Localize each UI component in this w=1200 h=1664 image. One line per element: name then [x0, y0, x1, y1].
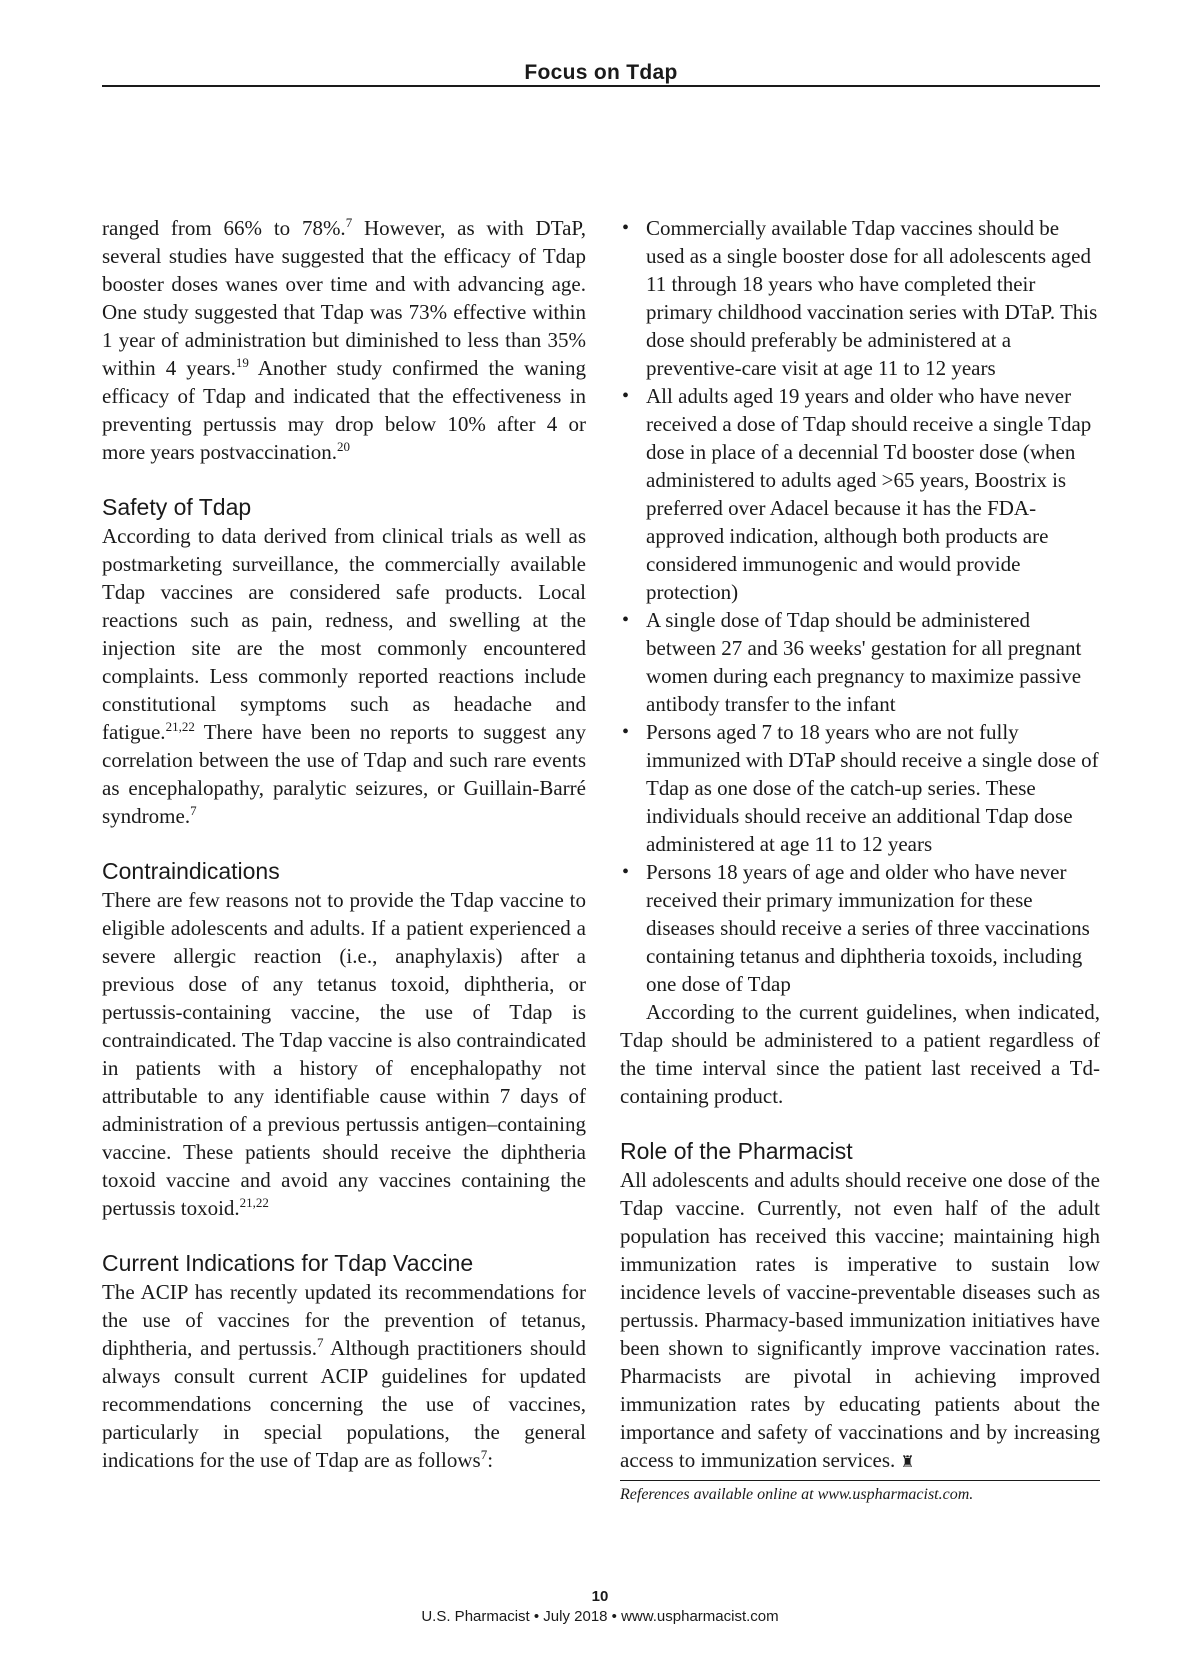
reference-superscript: 21,22 — [165, 719, 195, 734]
guidelines-paragraph: According to the current guidelines, when indicated, Tdap should be administered to a patient regardless of the time interval since the patient last received a Td-containing product. — [620, 1000, 1100, 1108]
list-item: • Commercially available Tdap vaccines should be used as a single booster dose for all adolescents aged 11 through 18 years who have completed their primary childhood vaccination series with DTaP. This dose should preferably be administered at a preventive-care visit at age 11 to 12 years — [622, 216, 1098, 380]
bullet-icon: • — [622, 385, 630, 407]
reference-superscript: 21,22 — [239, 1195, 269, 1210]
publication-footer: U.S. Pharmacist • July 2018 • www.uspharmacist.com — [421, 1608, 779, 1625]
running-header-title: Focus on Tdap — [524, 61, 678, 84]
bullet-icon: • — [622, 609, 630, 631]
end-of-article-icon: ♜ — [900, 1452, 915, 1471]
contraindications-paragraph: There are few reasons not to provide the Tdap vaccine to eligible adolescents and adults. If a patient experienced a severe allergic reaction (i.e., anaphylaxis) after a previous dose of any tetanus toxoid, diphtheria, or pertussis-containing vaccine, the use of Tdap is contraindicated. The Tdap vaccine is also contraindicated in patients with a history of encephalopathy not attributable to any identifiable cause within 7 days of administration of a previous pertussis antigen–containing vaccine. These patients should receive the diphtheria toxoid vaccine and avoid any vaccines containing the pertussis toxoid.$^{21,22}$ — [102, 888, 586, 1220]
indications-list — [620, 214, 1100, 998]
list-item: • Persons aged 7 to 18 years who are not fully immunized with DTaP should receive a single dose of Tdap as one dose of the catch-up series. These individuals should receive an additional Tdap dose administered at age 11 to 12 years — [622, 720, 1099, 856]
list-item: • A single dose of Tdap should be administered between 27 and 36 weeks' gestation for all pregnant women during each pregnancy to maximize passive antibody transfer to the infant — [622, 608, 1082, 716]
page-number: 10 — [591, 1588, 609, 1605]
reference-superscript: 7 — [480, 1447, 488, 1462]
list-item: • All adults aged 19 years and older who have never received a dose of Tdap should receive a single Tdap dose in place of a decennial Td booster dose (when administered to adults aged >65 years, Boostrix is preferred over Adacel because it has the FDA-approved indication, although both products are considered immunogenic and would provide protection) — [622, 384, 1092, 604]
role-paragraph: All adolescents and adults should receive one dose of the Tdap vaccine. Currently, not even half of the adult population has received this vaccine; maintaining high immunization rates is imperative to sustain low incidence levels of vaccine-preventable diseases such as pertussis. Pharmacy-based immunization initiatives have been shown to significantly improve vaccination rates. Pharmacists are pivotal in achieving improved immunization rates by educating patients about the importance and safety of vaccinations and by increasing access to immunization services. ♜ — [620, 1168, 1100, 1472]
heading-contraindications: Contraindications — [102, 858, 280, 884]
bullet-icon: • — [622, 217, 630, 239]
reference-superscript: 7 — [190, 803, 197, 818]
references-rule — [620, 1480, 1100, 1481]
bullet-icon: • — [622, 721, 630, 743]
reference-superscript: 7 — [345, 215, 353, 230]
reference-superscript: 19 — [235, 355, 249, 370]
right-column — [620, 214, 1100, 1507]
indications-paragraph: The ACIP has recently updated its recommendations for the use of vaccines for the prevention of tetanus, diphtheria, and pertussis.$^7$ Although practitioners should always consult current ACIP guidelines for updated recommendations concerning the use of vaccines, particularly in special populations, the general indications for the use of Tdap are as follows$^7$: — [102, 1280, 586, 1472]
heading-current-indications: Current Indications for Tdap Vaccine — [102, 1250, 474, 1276]
reference-superscript: 20 — [337, 439, 350, 454]
references-note: References available online at www.uspharmacist.com. — [620, 1486, 974, 1503]
heading-safety: Safety of Tdap — [102, 494, 252, 520]
heading-role-of-pharmacist: Role of the Pharmacist — [620, 1138, 853, 1164]
bullet-icon: • — [622, 861, 630, 883]
safety-paragraph: According to data derived from clinical trials as well as postmarketing surveillance, the commercially available Tdap vaccines are considered safe products. Local reactions such as pain, redness, and swelling at the injection site are the most commonly encountered complaints. Less commonly reported reactions include constitutional symptoms such as headache and fatigue.$^{21,22}$ There have been no reports to suggest any correlation between the use of Tdap and such rare events as encephalopathy, paralytic seizures, or Guillain-Barré syndrome.$^7$ — [102, 524, 586, 828]
left-column — [102, 214, 586, 1474]
list-item: • Persons 18 years of age and older who have never received their primary immunization for these diseases should receive a series of three vaccinations containing tetanus and diphtheria toxoids, including one dose of Tdap — [622, 860, 1090, 996]
header-rule — [102, 85, 1100, 87]
intro-paragraph: ranged from 66% to 78%.$^7$ However, as with DTaP, several studies have suggested that the efficacy of Tdap booster doses wanes over time and with advancing age. One study suggested that Tdap was 73% effective within 1 year of administration but diminished to less than 35% within 4 years.$^{19}$ Another study confirmed the waning efficacy of Tdap and indicated that the effectiveness in preventing pertussis may drop below 10% after 4 or more years postvaccination.$^{20}$ — [102, 215, 586, 464]
reference-superscript: 7 — [317, 1335, 324, 1350]
